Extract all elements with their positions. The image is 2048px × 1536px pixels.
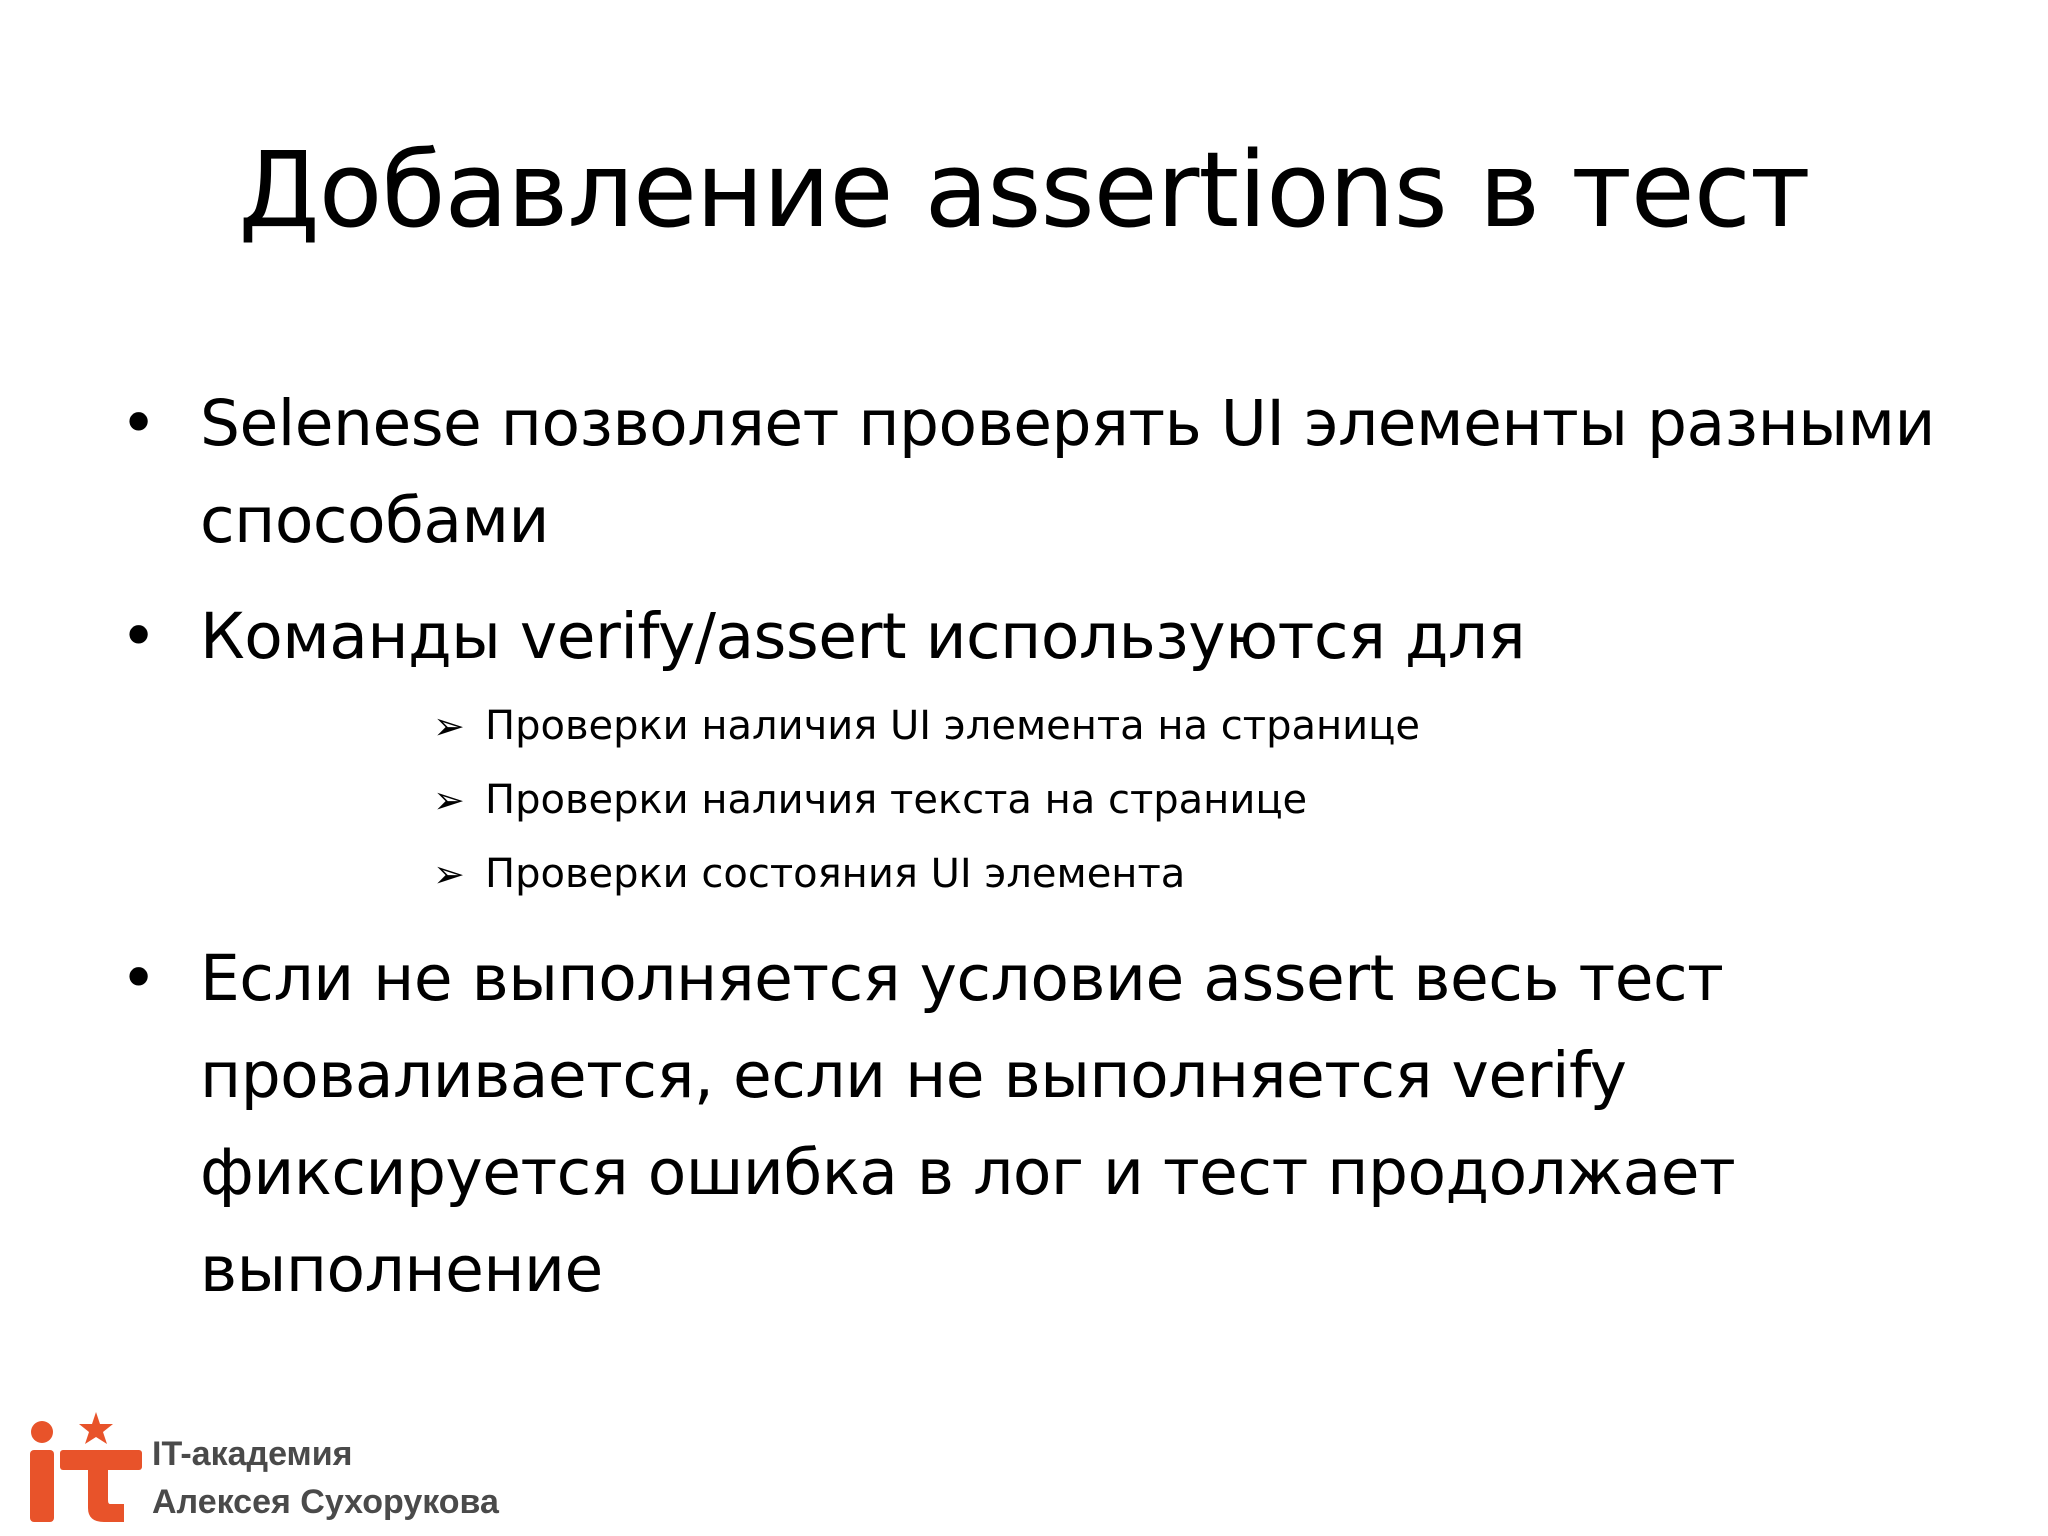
- sub-item-text: Проверки состояния UI элемента: [485, 851, 1186, 897]
- sub-item-text-presence: [433, 772, 1307, 828]
- sub-item-text: Проверки наличия UI элемента на странице: [485, 703, 1420, 749]
- bullet-text: Команды verify/assert используются для: [200, 600, 1526, 673]
- slide-title: Добавление assertions в тест: [238, 129, 1810, 251]
- organization-name-line1: IT-академия: [152, 1435, 353, 1473]
- organization-name-line2: Алексея Сухорукова: [152, 1483, 499, 1521]
- sub-item-ui-presence: [433, 698, 1420, 754]
- it-academy-logo-icon: [24, 1410, 154, 1530]
- sub-item-text: Проверки наличия текста на странице: [485, 777, 1308, 823]
- bullet-item-assert-verify: [120, 930, 1980, 1318]
- bullet-marker: •: [120, 387, 157, 460]
- bullet-item-commands: [120, 588, 1980, 685]
- bullet-text: Selenese позволяет проверять UI элементы разными способами: [200, 387, 1935, 557]
- sub-item-ui-state: [433, 846, 1185, 902]
- arrow-bullet-icon: ➢: [433, 778, 465, 822]
- organization-name: [152, 1430, 499, 1526]
- bullet-marker: •: [120, 600, 157, 673]
- bullet-text: Если не выполняется условие assert весь тест проваливается, если не выполняется verify фиксируется ошибка в лог и тест продолжает выполнение: [200, 942, 1736, 1306]
- arrow-bullet-icon: ➢: [433, 704, 465, 748]
- bullet-marker: •: [120, 942, 157, 1015]
- arrow-bullet-icon: ➢: [433, 852, 465, 896]
- bullet-item-selenese: [120, 375, 1980, 569]
